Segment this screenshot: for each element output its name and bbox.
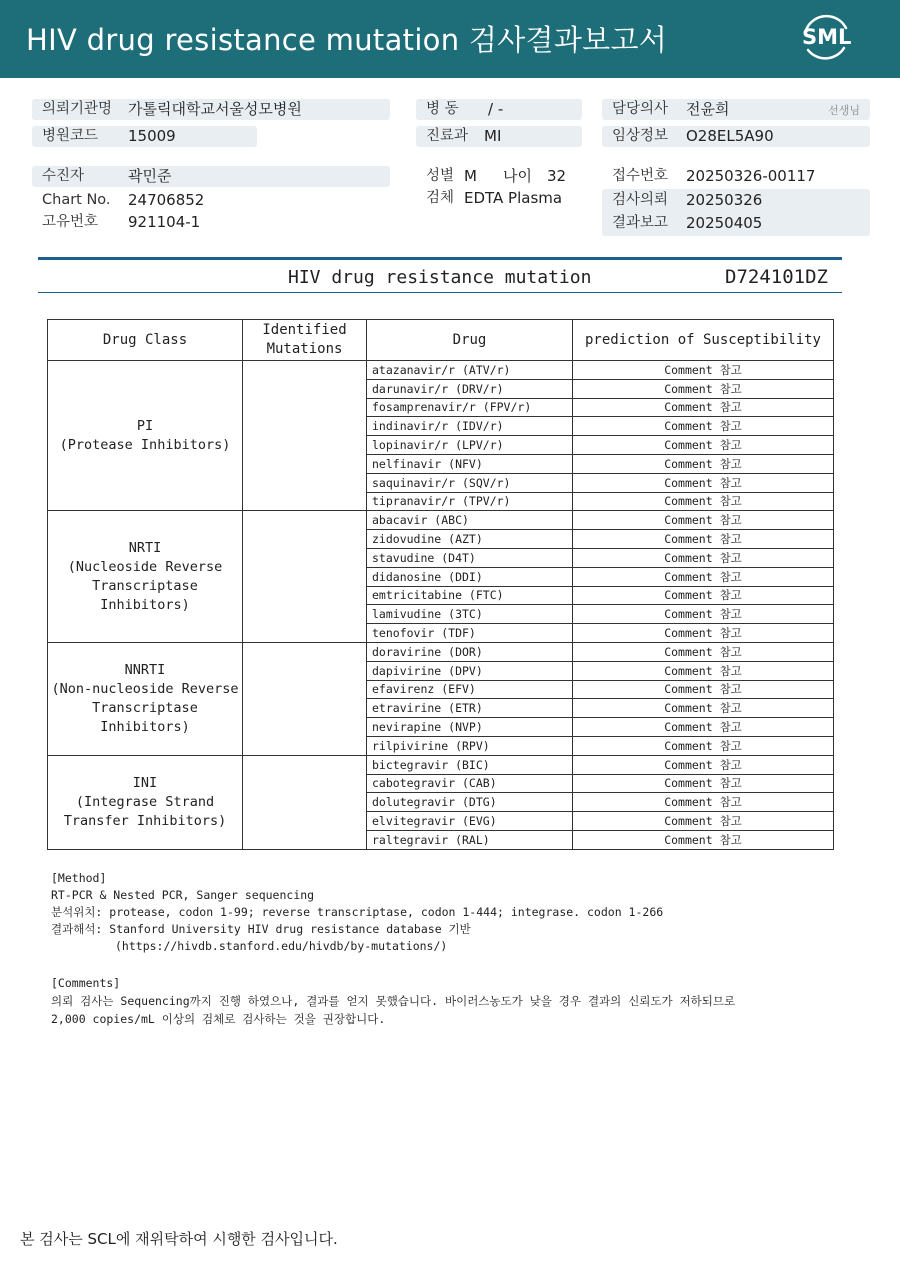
drug-cell: lopinavir/r (LPV/r) (367, 436, 573, 455)
drug-class-cell: NNRTI (Non-nucleoside Reverse Transcriptase Inhibitors) (48, 642, 243, 755)
drug-cell: cabotegravir (CAB) (367, 774, 573, 793)
drug-cell: raltegravir (RAL) (367, 830, 573, 849)
prediction-cell: Comment 참고 (573, 586, 834, 605)
header-drug: Drug (367, 320, 573, 361)
drug-class-cell: PI (Protease Inhibitors) (48, 361, 243, 511)
prediction-cell: Comment 참고 (573, 379, 834, 398)
prediction-cell: Comment 참고 (573, 511, 834, 530)
age-label: 나이 (503, 167, 532, 185)
specimen-value: EDTA Plasma (464, 189, 563, 207)
doctor-value: 전윤희 (686, 100, 730, 118)
drug-cell: etravirine (ETR) (367, 699, 573, 718)
prediction-cell: Comment 참고 (573, 492, 834, 511)
prediction-cell: Comment 참고 (573, 473, 834, 492)
prediction-cell: Comment 참고 (573, 436, 834, 455)
drug-cell: dolutegravir (DTG) (367, 793, 573, 812)
drug-cell: atazanavir/r (ATV/r) (367, 361, 573, 380)
report-date-value: 20250405 (686, 214, 763, 232)
prediction-cell: Comment 참고 (573, 398, 834, 417)
comments-section (51, 974, 735, 1028)
identified-mutations-cell (243, 361, 367, 511)
prediction-cell: Comment 참고 (573, 774, 834, 793)
unique-id-value: 921104-1 (128, 213, 201, 231)
unique-id-field (32, 212, 390, 233)
clinical-info-field (602, 126, 870, 147)
header-identified-mutations: Identified Mutations (243, 320, 367, 361)
hospital-code-field (32, 126, 257, 147)
patient-label: 수진자 (42, 168, 85, 184)
identified-mutations-cell (243, 755, 367, 849)
clinical-info-label: 임상정보 (612, 128, 669, 144)
identified-mutations-cell (243, 642, 367, 755)
dates-field (602, 189, 870, 236)
header-prediction: prediction of Susceptibility (573, 320, 834, 361)
hospital-code-value: 15009 (128, 127, 176, 145)
prediction-cell: Comment 참고 (573, 548, 834, 567)
comments-line-1: 의뢰 검사는 Sequencing까지 진행 하였으나, 결과를 얻지 못했습니다. 바이러스농도가 낮을 경우 결과의 신뢰도가 저하되므로 (51, 994, 736, 1008)
drug-class-cell: NRTI (Nucleoside Reverse Transcriptase Inhibitors) (48, 511, 243, 643)
prediction-cell: Comment 참고 (573, 567, 834, 586)
drug-cell: saquinavir/r (SQV/r) (367, 473, 573, 492)
report-header (0, 0, 900, 78)
prediction-cell: Comment 참고 (573, 530, 834, 549)
unique-id-label: 고유번호 (42, 214, 99, 230)
header-drug-class: Drug Class (48, 320, 243, 361)
prediction-cell: Comment 참고 (573, 699, 834, 718)
doctor-label: 담당의사 (612, 101, 669, 117)
request-date-label: 검사의뢰 (612, 192, 669, 208)
report-code: D724101DZ (725, 266, 828, 288)
chart-no-value: 24706852 (128, 191, 205, 209)
drug-cell: didanosine (DDI) (367, 567, 573, 586)
prediction-cell: Comment 참고 (573, 812, 834, 831)
drug-cell: efavirenz (EFV) (367, 680, 573, 699)
drug-cell: darunavir/r (DRV/r) (367, 379, 573, 398)
drug-cell: tenofovir (TDF) (367, 624, 573, 643)
method-heading: [Method] (51, 871, 107, 885)
results-table (47, 319, 834, 850)
specimen-label: 검체 (426, 190, 455, 206)
drug-cell: tipranavir/r (TPV/r) (367, 492, 573, 511)
patient-field (32, 166, 390, 187)
method-line-1: RT-PCR & Nested PCR, Sanger sequencing (51, 888, 315, 902)
report-date-label: 결과보고 (612, 215, 669, 231)
drug-cell: bictegravir (BIC) (367, 755, 573, 774)
prediction-cell: Comment 참고 (573, 793, 834, 812)
prediction-cell: Comment 참고 (573, 736, 834, 755)
method-line-2: 분석위치: protease, codon 1-99; reverse transcriptase, codon 1-444; integrase. codon 1-266 (51, 905, 664, 919)
requesting-org-field (32, 99, 390, 120)
table-header-row (48, 320, 834, 361)
age-value: 32 (547, 167, 567, 185)
method-section (51, 870, 663, 955)
specimen-field (416, 188, 596, 209)
clinical-info-value: O28EL5A90 (686, 127, 774, 145)
department-field (416, 126, 582, 147)
drug-cell: doravirine (DOR) (367, 642, 573, 661)
prediction-cell: Comment 참고 (573, 417, 834, 436)
comments-line-2: 2,000 copies/mL 이상의 검체로 검사하는 것을 권장합니다. (51, 1012, 386, 1026)
prediction-cell: Comment 참고 (573, 624, 834, 643)
footer-note: 본 검사는 SCL에 재위탁하여 시행한 검사입니다. (20, 1230, 338, 1248)
drug-cell: stavudine (D4T) (367, 548, 573, 567)
prediction-cell: Comment 참고 (573, 830, 834, 849)
results-body (48, 361, 834, 850)
drug-cell: abacavir (ABC) (367, 511, 573, 530)
ward-label: 병 동 (426, 101, 459, 117)
sml-logo-text: SML (802, 25, 852, 49)
prediction-cell: Comment 참고 (573, 454, 834, 473)
title-separator-top (38, 257, 842, 260)
receipt-no-value: 20250326-00117 (686, 167, 816, 185)
drug-class-cell: INI (Integrase Strand Transfer Inhibitors) (48, 755, 243, 849)
prediction-cell: Comment 참고 (573, 718, 834, 737)
table-row (48, 755, 834, 774)
requesting-org-value: 가톨릭대학교서울성모병원 (128, 100, 302, 118)
prediction-cell: Comment 참고 (573, 605, 834, 624)
report-header-title: HIV drug resistance mutation 검사결과보고서 (26, 23, 668, 57)
prediction-cell: Comment 참고 (573, 680, 834, 699)
ward-field (416, 99, 582, 120)
drug-cell: zidovudine (AZT) (367, 530, 573, 549)
receipt-no-field (602, 166, 870, 187)
sex-age-field (416, 166, 596, 187)
prediction-cell: Comment 참고 (573, 661, 834, 680)
sex-value: M (464, 167, 477, 185)
drug-cell: rilpivirine (RPV) (367, 736, 573, 755)
prediction-cell: Comment 참고 (573, 361, 834, 380)
table-row (48, 361, 834, 380)
drug-cell: nevirapine (NVP) (367, 718, 573, 737)
requesting-org-label: 의뢰기관명 (42, 101, 113, 117)
sml-logo (798, 12, 854, 64)
prediction-cell: Comment 참고 (573, 755, 834, 774)
receipt-no-label: 접수번호 (612, 168, 669, 184)
identified-mutations-cell (243, 511, 367, 643)
chart-no-label: Chart No. (42, 192, 111, 208)
drug-cell: fosamprenavir/r (FPV/r) (367, 398, 573, 417)
table-row (48, 642, 834, 661)
hospital-code-label: 병원코드 (42, 128, 99, 144)
chart-no-field (32, 190, 390, 211)
drug-cell: dapivirine (DPV) (367, 661, 573, 680)
drug-cell: nelfinavir (NFV) (367, 454, 573, 473)
drug-cell: elvitegravir (EVG) (367, 812, 573, 831)
drug-cell: emtricitabine (FTC) (367, 586, 573, 605)
report-title: HIV drug resistance mutation (288, 267, 592, 288)
department-label: 진료과 (426, 128, 469, 144)
table-row (48, 511, 834, 530)
method-line-4: (https://hivdb.stanford.edu/hivdb/by-mutations/) (115, 939, 448, 953)
department-value: MI (484, 127, 502, 145)
prediction-cell: Comment 참고 (573, 642, 834, 661)
ward-value: / - (488, 100, 504, 118)
request-date-value: 20250326 (686, 191, 763, 209)
doctor-field (602, 99, 870, 120)
doctor-suffix: 선생님 (828, 104, 860, 117)
sex-label: 성별 (426, 168, 455, 184)
title-separator-bottom (38, 292, 842, 293)
comments-heading: [Comments] (51, 976, 121, 990)
patient-value: 곽민준 (128, 167, 172, 185)
method-line-3: 결과해석: Stanford University HIV drug resistance database 기반 (51, 922, 471, 936)
drug-cell: indinavir/r (IDV/r) (367, 417, 573, 436)
drug-cell: lamivudine (3TC) (367, 605, 573, 624)
